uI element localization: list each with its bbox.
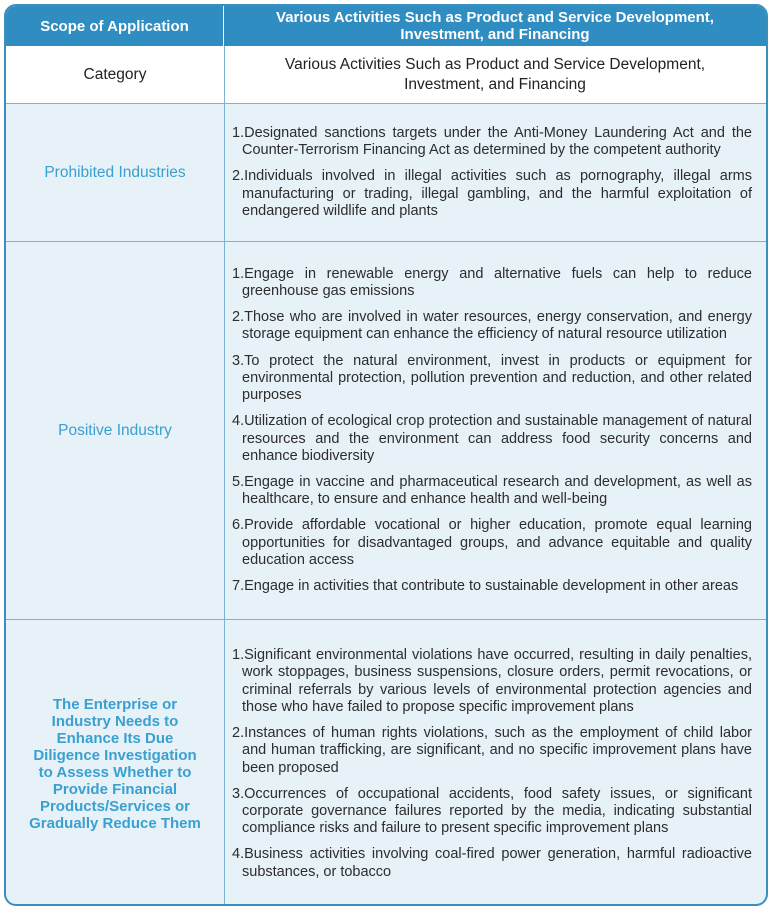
category-label: Category [83, 65, 147, 83]
header-scope-label: Scope of Application [6, 6, 224, 46]
section-prohibited-industries [6, 104, 766, 242]
section-title: Prohibited Industries [44, 164, 186, 181]
category-row [6, 46, 766, 104]
list-item: 6.Provide affordable vocational or higher education, promote equal learning opportunities for disadvantaged groups, and advance equitable and quality education access [232, 517, 752, 568]
list-item: 3.Occurrences of occupational accidents, food safety issues, or significant corporate governance failures reported by the media, indicating substantial compliance risks and failure to present specific improvement plans [232, 785, 752, 837]
section-items [224, 620, 766, 906]
list-item: 4.Utilization of ecological crop protection and sustainable management of natural resources and the environment can address food security concerns and enhance biodiversity [232, 413, 752, 464]
list-item: 7.Engage in activities that contribute to sustainable development in other areas [232, 577, 739, 594]
section-items [224, 104, 766, 241]
table-header-row [6, 6, 766, 46]
category-value: Various Activities Such as Product and Service Development, Investment, and Financing [284, 55, 706, 93]
section-title: The Enterprise or Industry Needs to Enhance Its Due Diligence Investigation to Assess Whether to Provide Financial Products/Services or Gradually Reduce Them [29, 696, 201, 832]
list-item: 2.Those who are involved in water resources, energy conservation, and energy storage equipment can enhance the efficiency of natural resource utilization [232, 309, 752, 343]
list-item: 2.Instances of human rights violations, such as the employment of child labor and human trafficking, are significant, and no specific improvement plans have been proposed [232, 725, 752, 776]
list-item: 1.Designated sanctions targets under the Anti-Money Laundering Act and the Counter-Terrorism Financing Act as determined by the competent authority [232, 124, 752, 159]
section-enhanced-due-diligence [6, 620, 766, 906]
column-divider [224, 46, 225, 904]
list-item: 4.Business activities involving coal-fired power generation, harmful radioactive substances, or tobacco [232, 846, 752, 880]
section-positive-industry [6, 242, 766, 620]
policy-table [4, 4, 768, 906]
section-items [224, 242, 766, 619]
list-item: 3.To protect the natural environment, invest in products or equipment for environmental protection, pollution prevention and reduction, and other related purposes [232, 352, 752, 404]
list-item: 1.Significant environmental violations have occurred, resulting in daily penalties, work stoppages, business suspensions, closure orders, permit revocations, or criminal referrals by various levels of environmental protection agencies and those who have failed to propose specific improvement plans [232, 647, 752, 715]
list-item: 5.Engage in vaccine and pharmaceutical research and development, as well as healthcare, to ensure and enhance health and well-being [232, 473, 752, 508]
header-scope-value: Various Activities Such as Product and Service Development, Investment, and Financing [276, 9, 714, 43]
section-title: Positive Industry [58, 422, 172, 439]
list-item: 2.Individuals involved in illegal activities such as pornography, illegal arms manufacturing or trading, illegal gambling, and the harmful exploitation of endangered wildlife and plants [232, 168, 752, 219]
list-item: 1.Engage in renewable energy and alternative fuels can help to reduce greenhouse gas emissions [232, 265, 752, 300]
